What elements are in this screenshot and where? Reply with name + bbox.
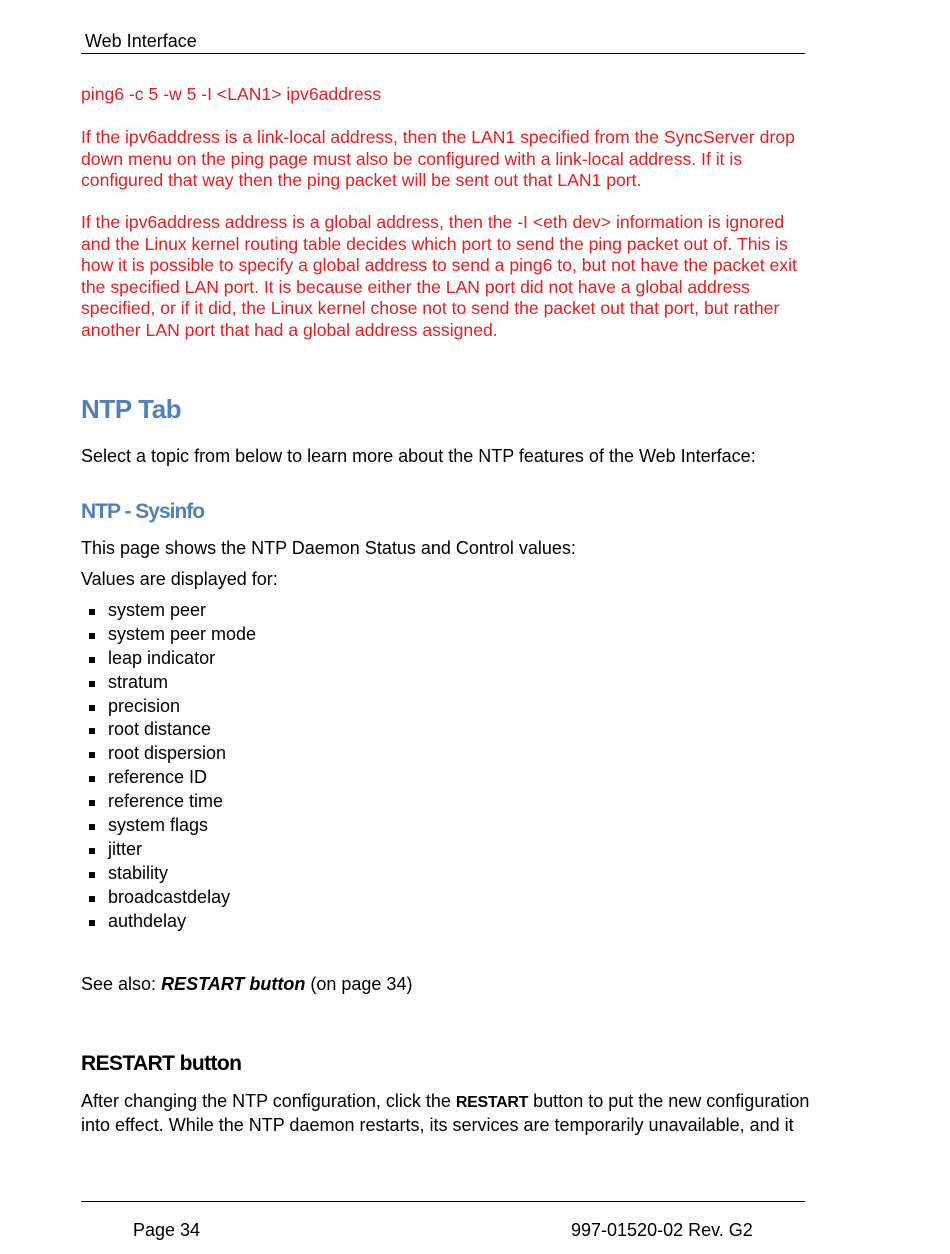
ping6-command: ping6 -c 5 -w 5 -I <LAN1> ipv6address bbox=[81, 84, 382, 104]
list-item: stratum bbox=[81, 671, 256, 695]
restart-text-before: After changing the NTP configuration, click the bbox=[81, 1091, 456, 1111]
restart-keyword: RESTART bbox=[455, 1094, 529, 1111]
page-number: Page 34 bbox=[133, 1220, 201, 1240]
see-also-prefix: See also: bbox=[81, 974, 162, 994]
list-item: jitter bbox=[81, 838, 256, 862]
document-id: 997-01520-02 Rev. G2 bbox=[571, 1220, 753, 1240]
list-item: stability bbox=[81, 862, 256, 886]
see-also-suffix: (on page 34) bbox=[305, 974, 413, 994]
list-item: system flags bbox=[81, 814, 256, 838]
list-item: system peer mode bbox=[81, 623, 256, 647]
ntp-sysinfo-heading: NTP - Sysinfo bbox=[81, 500, 205, 523]
restart-button-heading: RESTART button bbox=[81, 1052, 242, 1075]
list-item: precision bbox=[81, 695, 256, 719]
restart-button-link[interactable]: RESTART button bbox=[161, 974, 306, 994]
values-intro: Values are displayed for: bbox=[81, 569, 278, 589]
list-item: leap indicator bbox=[81, 647, 256, 671]
see-also-line bbox=[81, 973, 811, 995]
list-item: root distance bbox=[81, 718, 256, 742]
restart-text-after: button to put the new configuration into effect. While the NTP daemon restarts, its services are temporarily unavailable, and it bbox=[81, 1091, 810, 1135]
running-header: Web Interface bbox=[85, 31, 197, 51]
footer-rule bbox=[81, 1201, 805, 1202]
ntp-tab-intro: Select a topic from below to learn more about the NTP features of the Web Interface: bbox=[81, 446, 756, 466]
ntp-tab-heading: NTP Tab bbox=[81, 394, 182, 424]
list-item: reference time bbox=[81, 790, 256, 814]
list-item: authdelay bbox=[81, 910, 256, 934]
list-item: reference ID bbox=[81, 766, 256, 790]
link-local-paragraph: If the ipv6address is a link-local address, then the LAN1 specified from the SyncServer drop down menu on the ping page must also be configured with a link-local address. If it is configured that way then the ping packet will be sent out that LAN1 port. bbox=[81, 127, 795, 191]
restart-description bbox=[81, 1090, 811, 1136]
global-address-paragraph: If the ipv6address address is a global address, then the -I <eth dev> information is ignored and the Linux kernel routing table decides which port to send the ping packet out of. This is how it is possible to specify a global address to send a ping6 to, but not have the packet exit the specified LAN port. It is because either the LAN port did not have a global address specified, or if it did, the Linux kernel chose not to send the packet out that port, but rather another LAN port that had a global address assigned. bbox=[81, 212, 797, 340]
header-rule bbox=[81, 53, 805, 54]
list-item: root dispersion bbox=[81, 742, 256, 766]
values-list bbox=[81, 599, 256, 933]
sysinfo-description: This page shows the NTP Daemon Status and Control values: bbox=[81, 538, 576, 558]
list-item: broadcastdelay bbox=[81, 886, 256, 910]
list-item: system peer bbox=[81, 599, 256, 623]
